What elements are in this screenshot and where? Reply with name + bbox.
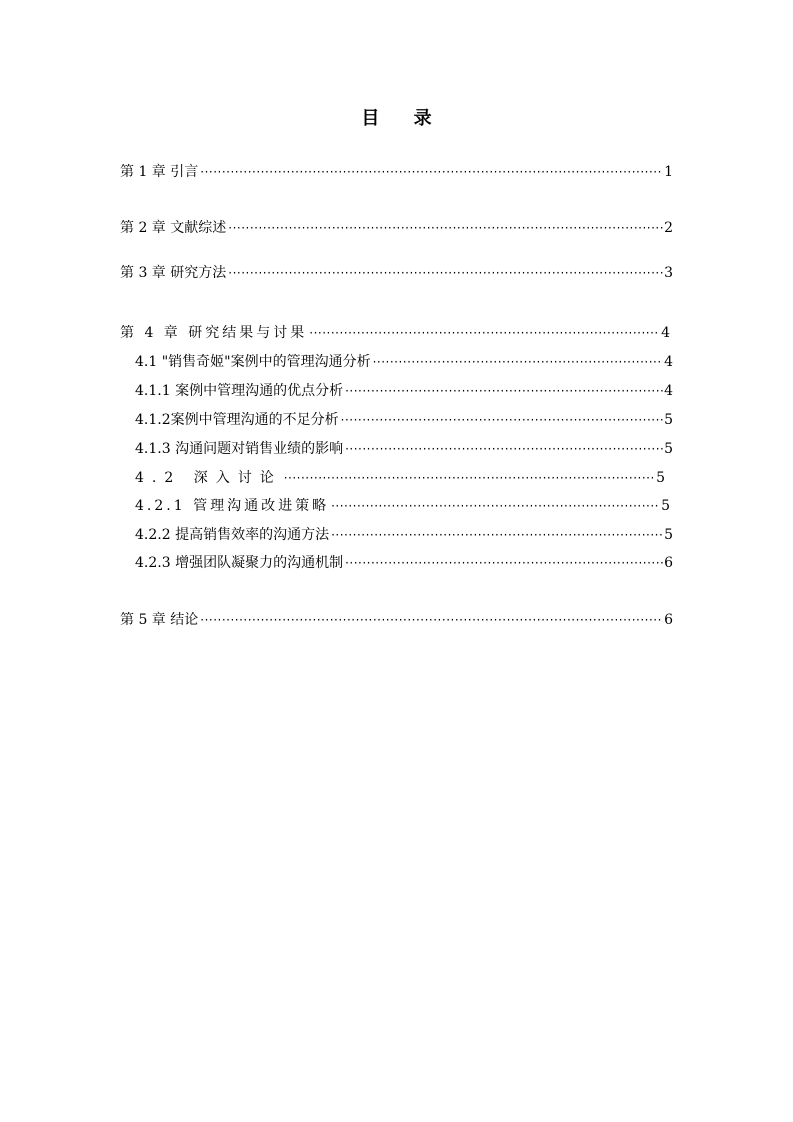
toc-entry-label: 第 4 章 研究结果与讨果 bbox=[120, 325, 308, 341]
toc-page-number: 4 bbox=[664, 383, 673, 399]
toc-entry-section-4-2-1[interactable] bbox=[135, 496, 673, 516]
toc-page-number: 4 bbox=[661, 325, 673, 341]
toc-dot-leader bbox=[345, 553, 663, 573]
toc-entry-label: 4.2.1 管理沟通改进策略 bbox=[135, 498, 330, 514]
toc-dot-leader bbox=[345, 439, 663, 459]
toc-page-number: 5 bbox=[664, 527, 673, 543]
toc-entry-label: 4.2.2 提高销售效率的沟通方法 bbox=[135, 527, 330, 543]
toc-entry-chapter-5[interactable] bbox=[120, 610, 673, 630]
toc-entry-chapter-1[interactable] bbox=[120, 162, 673, 182]
toc-entry-label: 第 1 章 引言 bbox=[120, 164, 199, 180]
toc-entry-section-4-2-3[interactable] bbox=[135, 553, 673, 573]
toc-page-number: 5 bbox=[664, 441, 673, 457]
toc-dot-leader bbox=[228, 263, 663, 283]
toc-entry-chapter-4[interactable] bbox=[120, 323, 673, 343]
toc-dot-leader bbox=[284, 468, 655, 488]
toc-page-number: 4 bbox=[664, 354, 673, 370]
toc-page-number: 1 bbox=[664, 164, 673, 180]
toc-entry-label: 4.1.2案例中管理沟通的不足分析 bbox=[135, 412, 339, 428]
toc-page-number: 3 bbox=[664, 265, 673, 281]
toc-page-number: 5 bbox=[664, 412, 673, 428]
toc-dot-leader bbox=[200, 610, 663, 630]
toc-page-number: 5 bbox=[656, 470, 673, 486]
toc-entry-chapter-3[interactable] bbox=[120, 263, 673, 283]
toc-dot-leader bbox=[373, 352, 663, 372]
toc-entry-label: 4.1 "销售奇姬"案例中的管理沟通分析 bbox=[135, 354, 371, 370]
toc-entry-section-4-1-2[interactable] bbox=[135, 410, 673, 430]
toc-entry-section-4-2[interactable] bbox=[135, 468, 673, 488]
toc-entry-label: 4.2.3 增强团队凝聚力的沟通机制 bbox=[135, 555, 344, 571]
toc-dot-leader bbox=[345, 381, 663, 401]
toc-page-number: 6 bbox=[664, 612, 673, 628]
toc-entry-section-4-1[interactable] bbox=[135, 352, 673, 372]
toc-entry-label: 第 5 章 结论 bbox=[120, 612, 199, 628]
toc-dot-leader bbox=[331, 525, 663, 545]
toc-page-number: 5 bbox=[661, 498, 673, 514]
toc-dot-leader bbox=[309, 323, 660, 343]
toc-entry-section-4-1-3[interactable] bbox=[135, 439, 673, 459]
toc-entry-label: 4.2 深入讨论 bbox=[135, 470, 282, 486]
toc-entry-chapter-2[interactable] bbox=[120, 218, 673, 238]
toc-dot-leader bbox=[200, 162, 663, 182]
toc-dot-leader bbox=[331, 496, 660, 516]
toc-entry-label: 第 3 章 研究方法 bbox=[120, 265, 227, 281]
toc-entry-label: 4.1.3 沟通问题对销售业绩的影响 bbox=[135, 441, 344, 457]
toc-page-number: 2 bbox=[664, 220, 673, 236]
toc-entry-label: 4.1.1 案例中管理沟通的优点分析 bbox=[135, 383, 344, 399]
toc-entry-label: 第 2 章 文献综述 bbox=[120, 220, 227, 236]
toc-entry-section-4-1-1[interactable] bbox=[135, 381, 673, 401]
toc-dot-leader bbox=[341, 410, 663, 430]
toc-entry-section-4-2-2[interactable] bbox=[135, 525, 673, 545]
toc-title: 目 录 bbox=[361, 108, 446, 129]
toc-dot-leader bbox=[228, 218, 663, 238]
toc-page-number: 6 bbox=[664, 555, 673, 571]
